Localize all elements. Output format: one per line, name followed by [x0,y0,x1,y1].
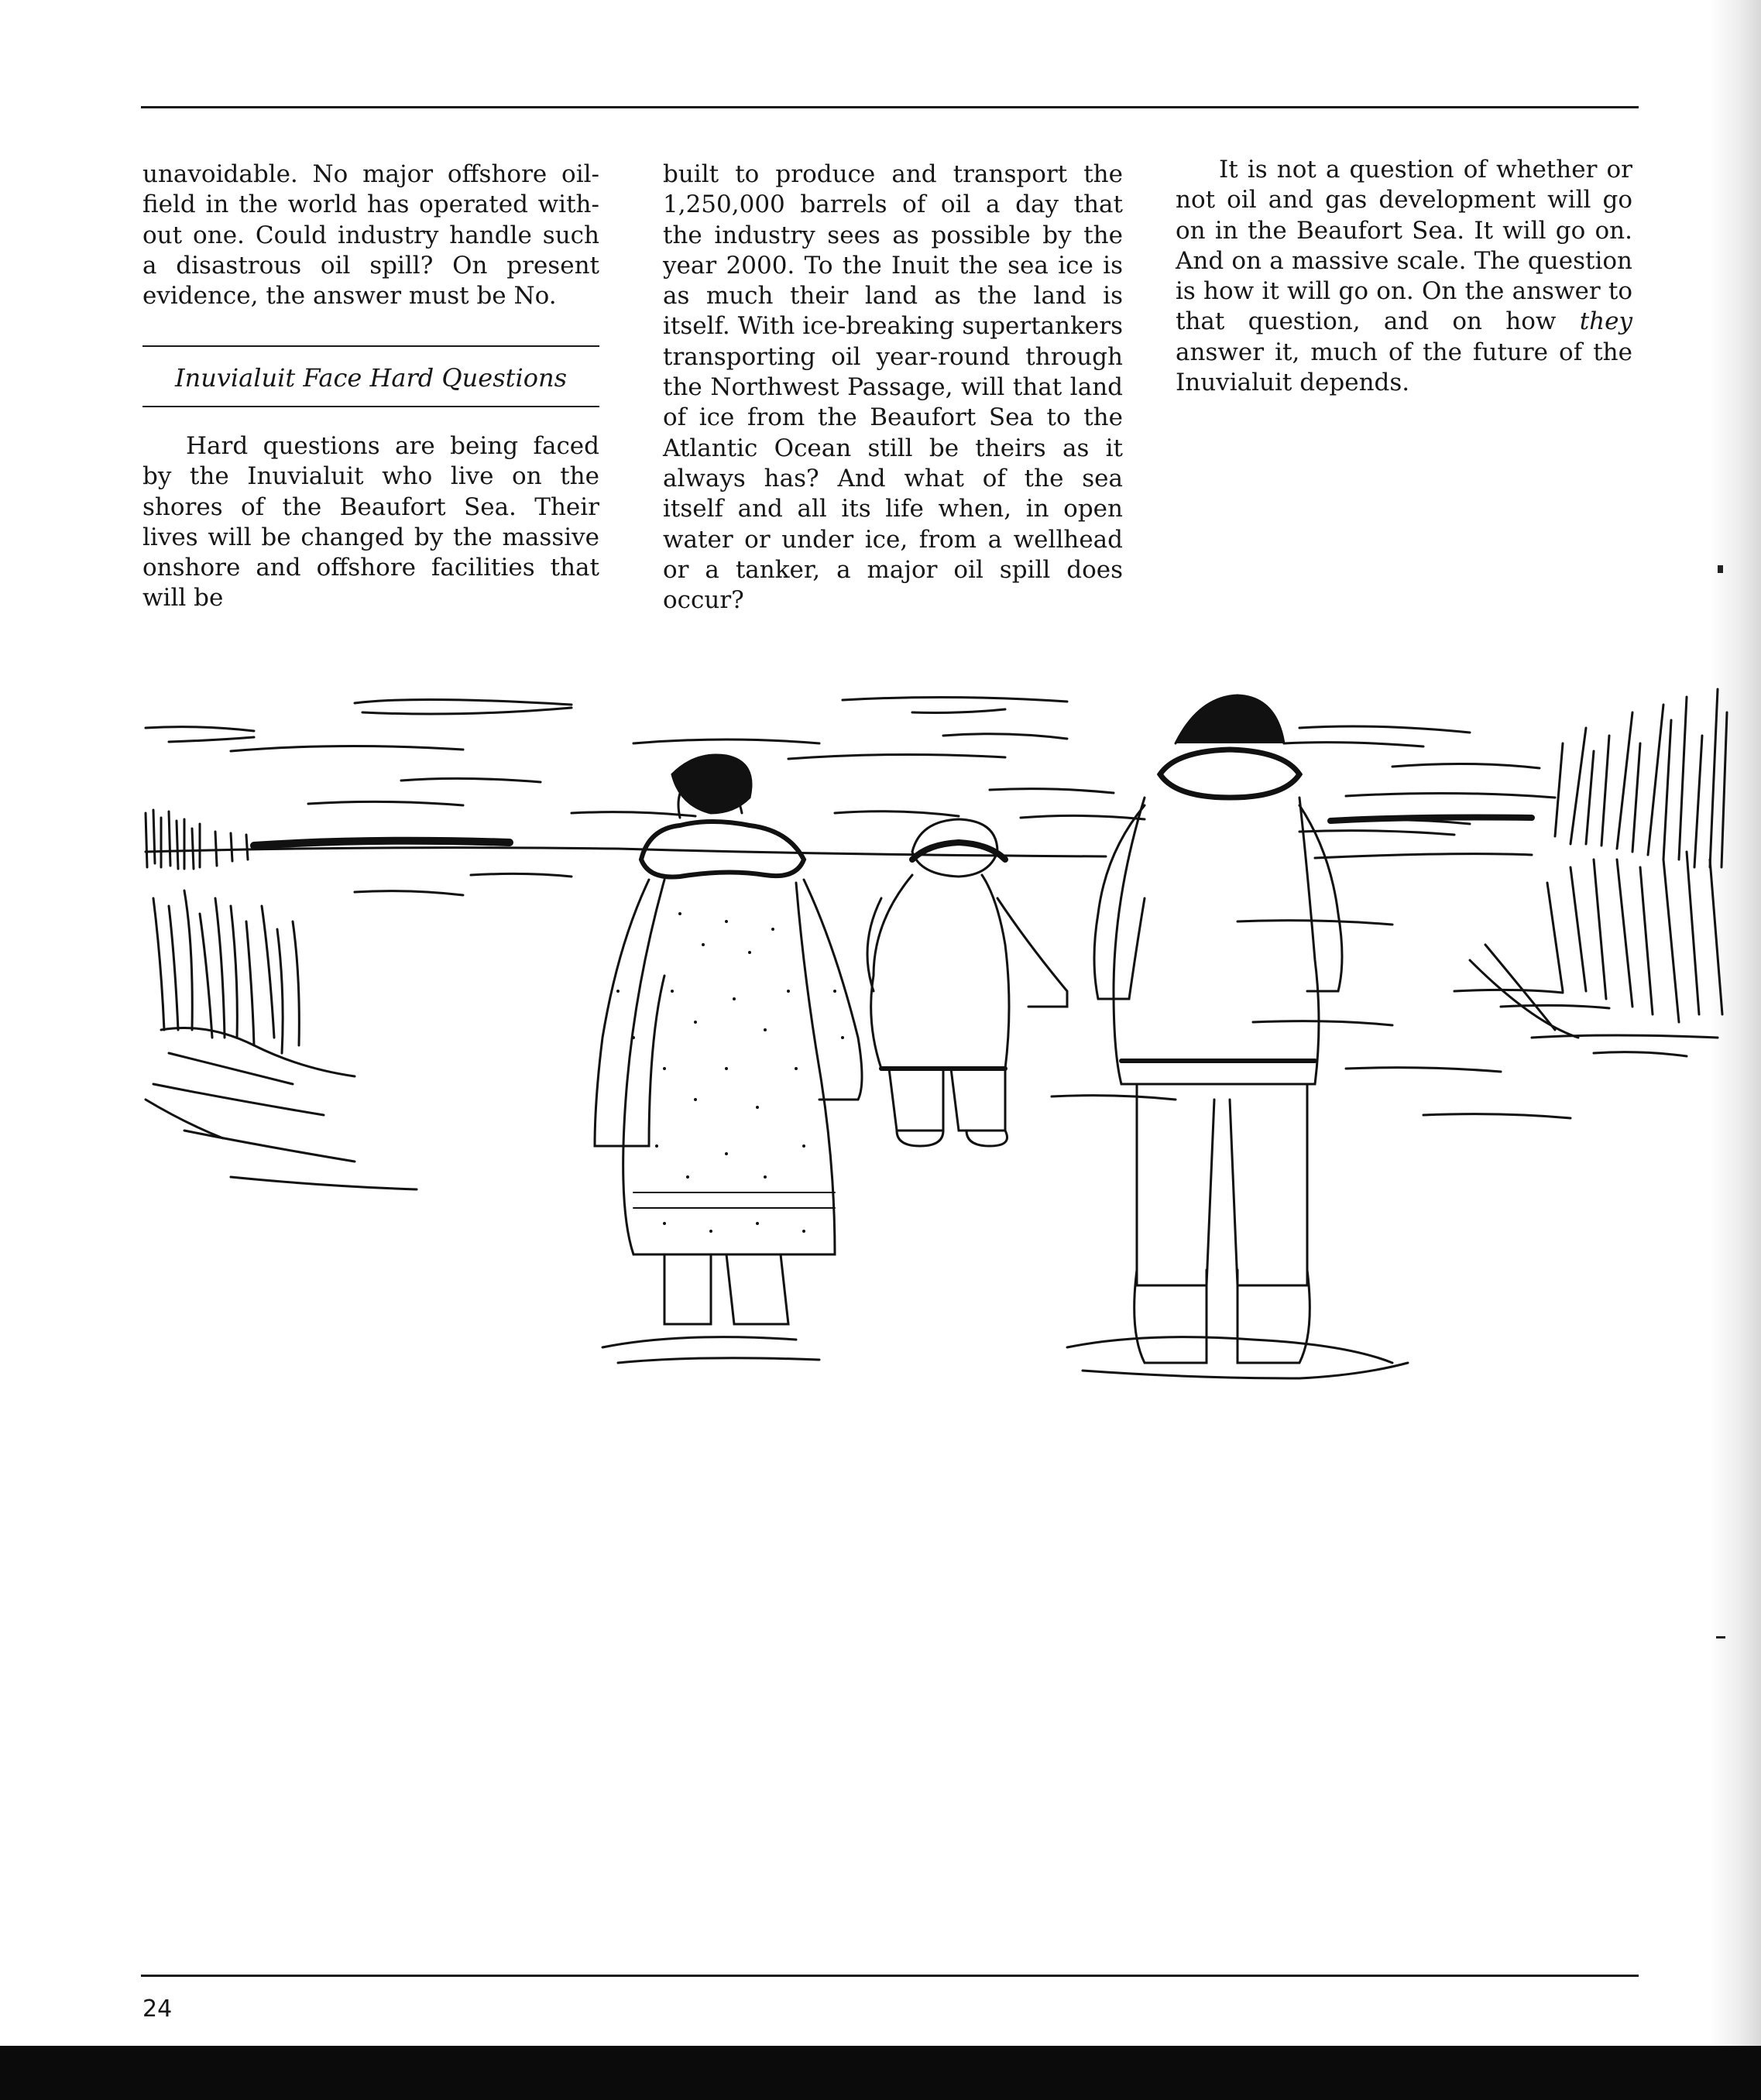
column-3 [1176,155,1632,398]
far-treeline [254,841,510,846]
column-3-text-b: answer it, much of the future of the Inuvialuit depends. [1176,338,1632,397]
column-1 [142,160,599,311]
column-3-emphasis: they [1579,307,1632,336]
edge-mark [1716,1636,1725,1638]
column-1-continued [142,431,599,614]
page-number: 24 [142,1995,173,2023]
column-3-text-a: It is not a question of whether or not oil and gas development will go on in the Beaufort Sea. It will go on. And on a massive scale. The question is how it will go on. On the answer to that question, and on how [1176,156,1632,336]
ice-floes [146,697,1687,1189]
column-1-paragraph-2: Hard questions are being faced by the Inuvialuit who live on the shores of the Beaufort Sea. Their lives will be changed by the massive onshore and offshore facilities that will be [142,432,599,612]
column-2 [663,160,1123,616]
heading-rule-bottom [142,406,599,407]
top-rule [141,106,1639,108]
scan-bottom-band [0,2046,1761,2100]
figure-child [867,819,1067,1146]
figure-adult-left [595,755,862,1363]
section-heading-block [142,345,599,407]
bottom-rule [141,1975,1639,1977]
column-3-paragraph [1176,155,1632,398]
right-grass [1330,689,1727,1038]
column-2-paragraph: built to produce and transport the 1,250,000 barrels of oil a day that the industry sees as possible by the year 2000. To the Inuit the sea ice is as much their land as the land is itself. With ice-breaking supertankers transporting oil year-round through the Northwest Passage, will that land of ice from the Beaufort Sea to the Atlantic Ocean still be theirs as it always has? And what of the sea itself and all its life when, in open water or under ice, from a wellhead or a tanker, a major oil spill does occur? [663,160,1123,615]
figure-adult-right [1067,695,1408,1378]
section-heading: Inuvialuit Face Hard Questions [174,363,568,393]
shoreline-illustration [138,666,1733,1409]
edge-mark [1718,565,1723,573]
column-1-paragraph-1: unavoidable. No major offshore oil-field in the world has operated with-out one. Could industry handle such a disastrous oil spill? On present evidence, the answer must be No. [142,160,599,311]
